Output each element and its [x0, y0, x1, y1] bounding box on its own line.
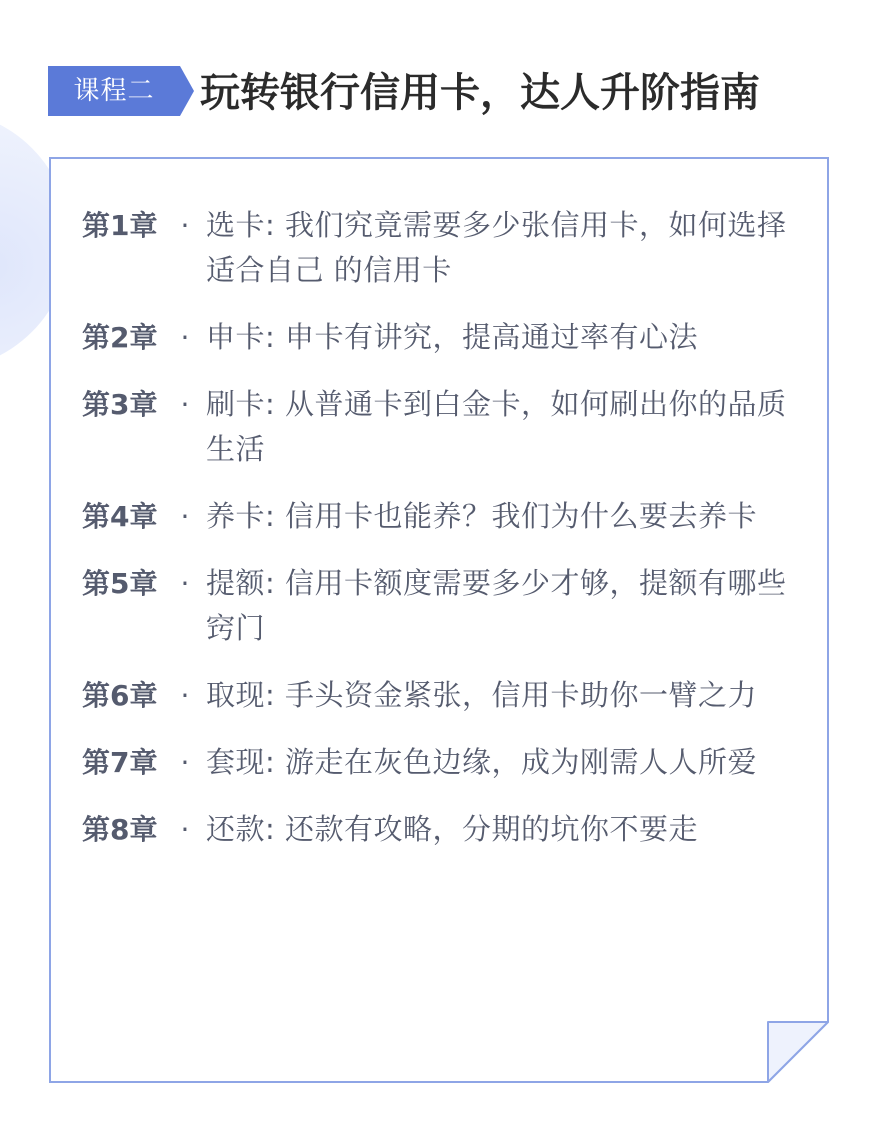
chapter-separator: ·: [180, 567, 190, 600]
chapter-number: 第7章: [82, 746, 158, 779]
chapter-separator: ·: [180, 813, 190, 846]
chapter-description: 养卡: 信用卡也能养？我们为什么要去养卡: [206, 499, 757, 533]
chapter-item: [82, 382, 822, 472]
chapter-item: [82, 673, 822, 718]
chapter-item: [82, 203, 822, 293]
chapter-description: 还款: 还款有攻略，分期的坑你不要走: [206, 812, 698, 846]
chapter-description: 套现: 游走在灰色边缘，成为刚需人人所爱: [206, 745, 757, 779]
chapter-item: [82, 740, 822, 785]
chapter-number: 第6章: [82, 679, 158, 712]
chapter-description: 刷卡: 从普通卡到白金卡，如何刷出你的品质生活: [206, 387, 787, 466]
chapter-description: 提额: 信用卡额度需要多少才够，提额有哪些窍门: [206, 566, 787, 645]
chapter-description: 取现: 手头资金紧张，信用卡助你一臂之力: [206, 678, 757, 712]
chapter-separator: ·: [180, 746, 190, 779]
chapter-number: 第2章: [82, 321, 158, 354]
chapter-description: 申卡: 申卡有讲究，提高通过率有心法: [206, 320, 698, 354]
chapter-separator: ·: [180, 209, 190, 242]
chapter-separator: ·: [180, 388, 190, 421]
chapter-list: [82, 203, 822, 874]
chapter-item: [82, 494, 822, 539]
chapter-number: 第3章: [82, 388, 158, 421]
chapter-item: [82, 561, 822, 651]
chapter-item: [82, 807, 822, 852]
chapter-item: [82, 315, 822, 360]
chapter-number: 第1章: [82, 209, 158, 242]
folded-corner-icon: [768, 1022, 828, 1082]
chapter-separator: ·: [180, 679, 190, 712]
course-tag: 课程二: [48, 66, 180, 116]
course-title: 玩转银行信用卡，达人升阶指南: [200, 70, 760, 116]
chapter-description: 选卡: 我们究竟需要多少张信用卡，如何选择适合自己 的信用卡: [206, 208, 787, 287]
chapter-number: 第8章: [82, 813, 158, 846]
chapter-number: 第4章: [82, 500, 158, 533]
chapter-separator: ·: [180, 500, 190, 533]
chapter-separator: ·: [180, 321, 190, 354]
chapter-number: 第5章: [82, 567, 158, 600]
